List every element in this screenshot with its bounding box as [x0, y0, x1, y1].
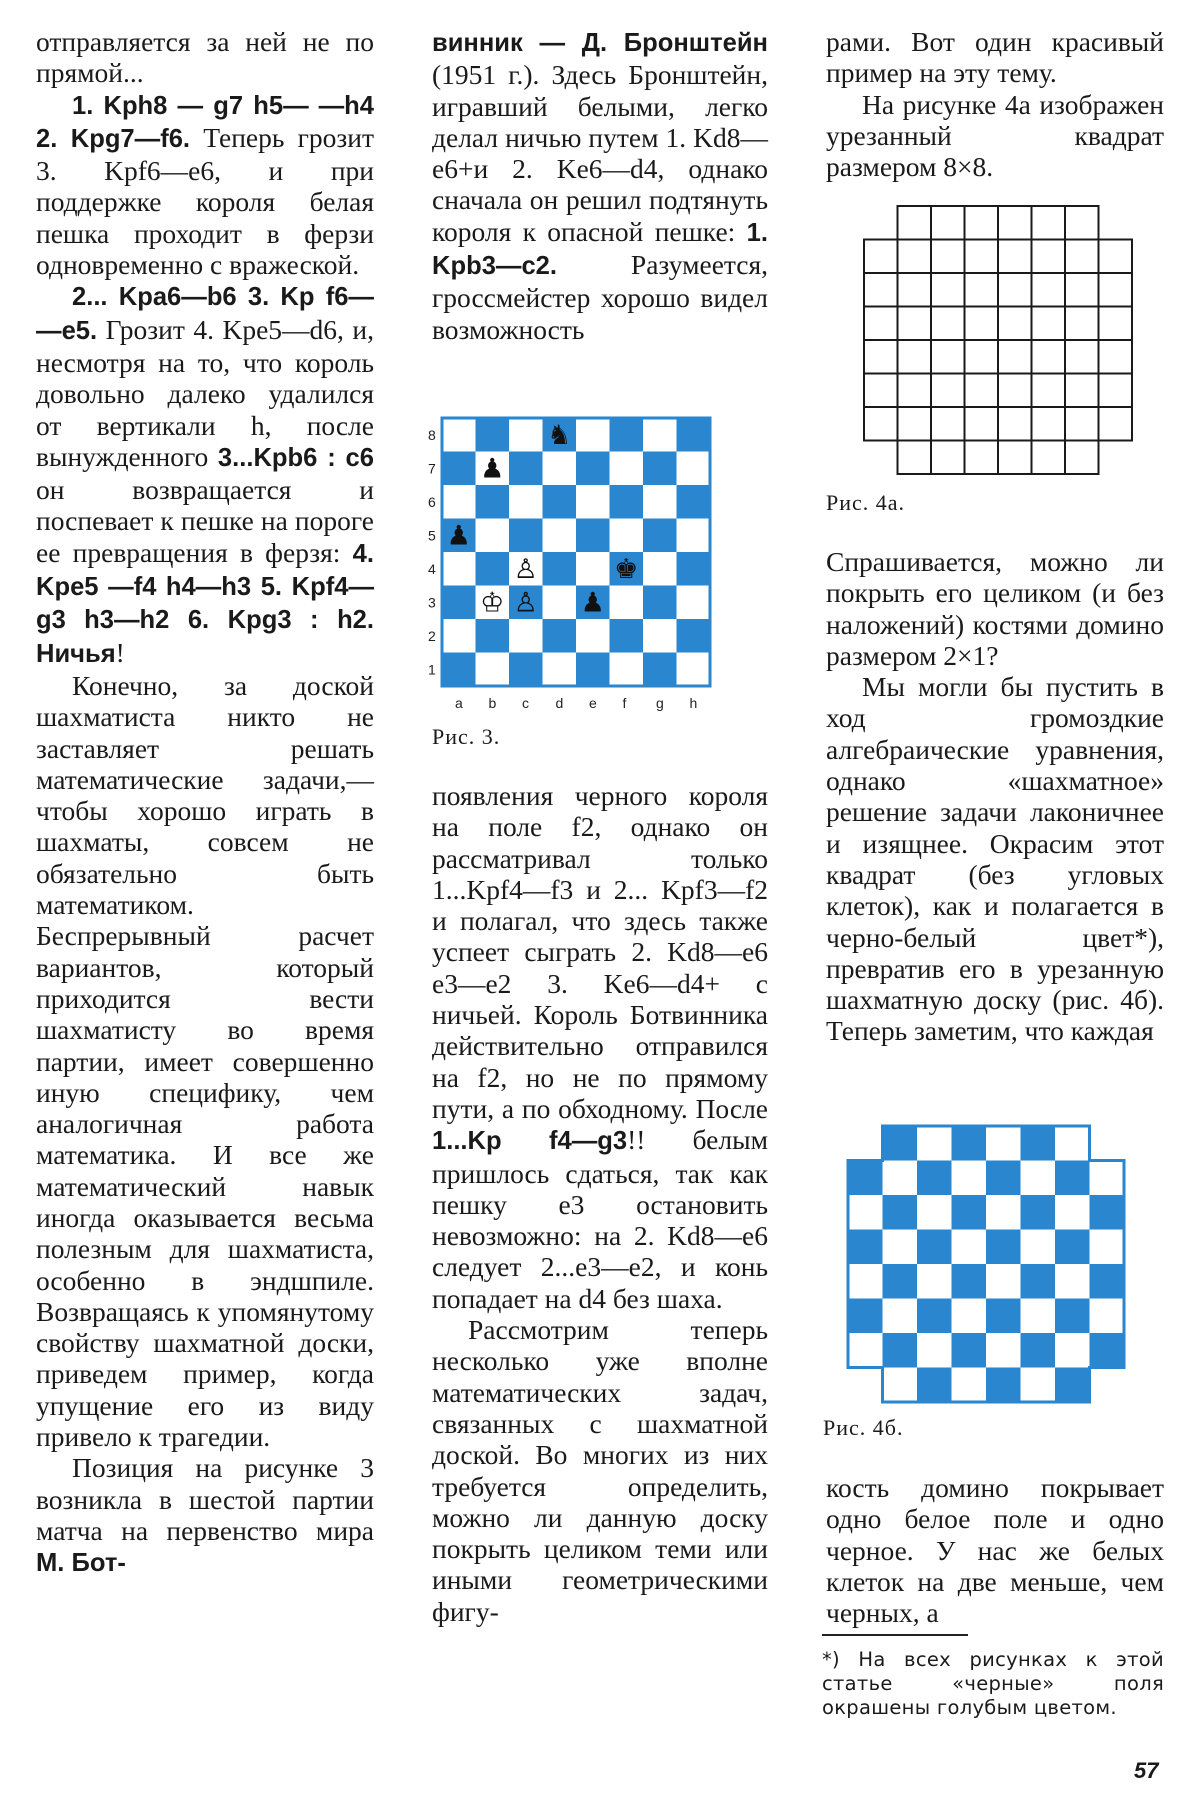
dark-square [986, 1230, 1021, 1265]
dark-square [476, 552, 510, 586]
dark-square [1021, 1264, 1056, 1299]
dark-square [883, 1264, 918, 1299]
text-run: появления черного короля на поле f2, однако он рассматривал только 1...Kpf4—f3 и 2... Kpf3—f2 и полагал, что здесь также успеет сыграть 2. Kd8—e6 e3—e2 3. Ke6—d4+ с ничьей. Король Ботвинника действительно отправился на f2, но не по прямому пути, а по обходному. После [432, 780, 768, 1124]
dark-square [986, 1299, 1021, 1334]
removed-corner [1098, 440, 1133, 475]
dark-square [476, 619, 510, 653]
dark-square [1055, 1299, 1090, 1334]
move-notation: h4—h3 5. Kpf4—g3 [36, 573, 375, 635]
text-run: Рассмотрим теперь несколько уже вполне математических задач, связанных с шахматной доской. Во многих из них требуется определить, можно ли данную доску покрыть целиком теми или иными геометрическими фигу- [432, 1314, 768, 1627]
dark-square [643, 586, 677, 620]
move-notation: 1...Kp f4—g3 [432, 1127, 628, 1156]
text-run: Позиция на рисунке 3 возникла в шестой партии матча на первенство мира [36, 1452, 374, 1546]
move-notation: 1. Kpb3—c2. [432, 218, 768, 281]
dark-square [643, 653, 677, 687]
dark-square [952, 1264, 987, 1299]
dark-square [643, 519, 677, 553]
paragraph [826, 89, 1164, 183]
dark-square [917, 1299, 952, 1334]
move-notation: 4. Kpe5 —f4 [36, 539, 374, 602]
file-label: d [555, 695, 564, 711]
dark-square [442, 586, 476, 620]
paragraph [36, 1452, 374, 1579]
text-run [309, 89, 319, 120]
dark-square [610, 619, 644, 653]
file-label: g [656, 695, 664, 711]
dark-square [917, 1161, 952, 1196]
paragraph [826, 546, 1164, 671]
rank-label: 6 [428, 494, 436, 510]
text-run: рами. Вот один красивый пример на эту тему. [826, 26, 1164, 89]
caption-fig4b: Рис. 4б. [823, 1415, 904, 1440]
dark-square [883, 1126, 918, 1161]
move-notation: —e5. [36, 316, 98, 345]
text-run [156, 570, 165, 601]
file-label: e [589, 695, 597, 711]
dark-square [610, 485, 644, 519]
black-pawn-icon: ♟ [446, 520, 471, 552]
chess-diagram-fig3 [420, 412, 740, 712]
dark-square [476, 418, 510, 452]
dark-square [952, 1333, 987, 1368]
paragraph [36, 89, 374, 281]
dark-square [883, 1333, 918, 1368]
text-run: !! белым пришлось сдаться, так как пешку e3 остановить невозможно: на 2. Kd8—e6 следует 2...e3—e2, и конь попадает на d4 без шаха. [432, 1124, 768, 1314]
paragraph [826, 671, 1164, 1047]
file-label: c [522, 695, 529, 711]
dark-square [848, 1299, 883, 1334]
dark-square [576, 452, 610, 486]
dark-square [476, 485, 510, 519]
dark-square [576, 653, 610, 687]
move-notation: М. Бот- [36, 1549, 126, 1578]
file-label: a [455, 695, 463, 711]
dark-square [677, 552, 711, 586]
caption-fig3: Рис. 3. [432, 724, 501, 749]
text-run: На рисунке 4а изображен урезанный квадрат размером 8×8. [826, 88, 1164, 183]
move-notation: 1. Kph8 — g7 h5— [72, 91, 309, 120]
rank-label: 1 [428, 661, 436, 678]
dark-square [952, 1126, 987, 1161]
paragraph [826, 1472, 1164, 1628]
dark-square [509, 653, 543, 687]
move-notation: 3...Kpb6 : c6 [217, 443, 374, 472]
column-3-top [826, 26, 1164, 182]
paragraph [36, 280, 374, 670]
dark-square [509, 519, 543, 553]
file-label: h [689, 695, 698, 711]
dark-square [1055, 1368, 1090, 1403]
text-run: Грозит 4. Kpe5—d6, и, несмотря на то, что король довольно далеко удалился от вертикали h, после вынужденного [36, 313, 374, 472]
truncated-chessboard-fig4b [846, 1124, 1128, 1406]
paragraph [432, 26, 768, 345]
dark-square [883, 1195, 918, 1230]
text-run: Разумеется, гроссмейстер хорошо видел возможность [432, 249, 768, 345]
dark-square [677, 418, 711, 452]
dark-square [986, 1161, 1021, 1196]
move-notation: h3—h2 6. Kpg3 : h2. [84, 606, 375, 635]
dark-square [917, 1368, 952, 1403]
dark-square [952, 1195, 987, 1230]
dark-square [1090, 1264, 1125, 1299]
rank-label: 2 [428, 628, 436, 644]
text-run: Конечно, за доской шахматиста никто не заставляет решать математические задачи,— чтобы хорошо играть в шахматы, совсем не обязательно быть математиком. Беспрерывный расчет вариантов, который приходится вести шахматисту во время партии, имеет совершенно иную специфику, чем аналогичная работа математика. И все же математический навык иногда оказывается весьма полезным для шахматиста, особенно в эндшпиле. Возвращаясь к упомянутому свойству шахматной доски, приведем пример, когда упущение его из виду привело к трагедии. [36, 669, 374, 1453]
black-pawn-icon: ♟ [480, 453, 505, 485]
move-notation: 2... Kpa6—b6 3. Kp f6— [72, 283, 374, 312]
dark-square [1021, 1126, 1056, 1161]
dark-square [677, 619, 711, 653]
dark-square [1055, 1161, 1090, 1196]
column-2-top [432, 26, 768, 345]
dark-square [610, 418, 644, 452]
column-2-bottom [432, 780, 768, 1627]
dark-square [848, 1230, 883, 1265]
paragraph [36, 670, 374, 1452]
dark-square [576, 519, 610, 553]
text-run: отправляется за ней не по прямой... [36, 26, 374, 89]
dark-square [543, 619, 577, 653]
text-run: Мы могли бы пустить в ход громоздкие алгебраические уравнения, однако «шахматное» решение задачи лаконичнее и изящнее. Окрасим этот квадрат (без угловых клеток), как и полагается в черно-белый цвет*), превратив его в урезанную шахматную доску (рис. 4б). Теперь заметим, что каждая [826, 671, 1164, 1047]
black-pawn-icon: ♟ [580, 587, 605, 619]
black-knight-icon: ♞ [547, 420, 572, 452]
dark-square [986, 1368, 1021, 1403]
rank-label: 7 [428, 460, 436, 477]
rank-label: 8 [428, 427, 436, 443]
move-notation: —h4 2. Kpg7—f6. [36, 91, 375, 153]
dark-square [509, 452, 543, 486]
dark-square [442, 653, 476, 687]
truncated-grid-fig4a [862, 204, 1136, 478]
dark-square [1021, 1333, 1056, 1368]
white-pawn-icon: ♙ [513, 554, 538, 586]
removed-corner [1098, 205, 1133, 240]
paragraph [826, 26, 1164, 89]
text-run: он возвращается и поспевает к пешке на пороге ее превращения в ферзя: [36, 474, 374, 568]
column-3-bottom [826, 1472, 1164, 1628]
removed-corner [863, 205, 898, 240]
footnote-divider [822, 1634, 968, 1636]
text-run: ! [115, 636, 125, 668]
page-number: 57 [1134, 1758, 1159, 1783]
text-run [66, 603, 84, 634]
move-notation: Ничья [36, 639, 116, 668]
dark-square [1090, 1333, 1125, 1368]
dark-square [848, 1161, 883, 1196]
text-run: кость домино покрывает одно белое поле и одно черное. У нас же белых клеток на две меньше, чем черных, а [826, 1472, 1164, 1629]
dark-square [643, 452, 677, 486]
removed-corner [863, 440, 898, 475]
caption-fig4a: Рис. 4а. [826, 490, 906, 515]
footnote: *) На всех рисунках к этой статье «черные» поля окрашены голубым цветом. [822, 1648, 1164, 1719]
move-notation: винник — Д. Бронштейн [432, 29, 768, 57]
column-1 [36, 26, 374, 1580]
dark-square [543, 485, 577, 519]
column-3-middle [826, 546, 1164, 1047]
dark-square [677, 485, 711, 519]
black-king-icon: ♚ [614, 554, 639, 586]
file-label: f [622, 695, 627, 711]
white-pawn-icon: ♙ [513, 587, 538, 619]
dark-square [917, 1230, 952, 1265]
paragraph [432, 1314, 768, 1627]
dark-square [543, 552, 577, 586]
text-run: Спрашивается, можно ли покрыть его целиком (и без наложений) костями домино размером 2×1? [826, 546, 1164, 671]
rank-label: 5 [428, 527, 436, 544]
file-label: b [488, 695, 497, 711]
dark-square [442, 452, 476, 486]
rank-label: 4 [428, 561, 436, 577]
paragraph [36, 26, 374, 89]
text-run: (1951 г.). Здесь Бронштейн, игравший белыми, легко делал ничью путем 1. Kd8—e6+и 2. Ke6—d4, однако сначала он решил подтянуть короля к опасной пешке: [432, 59, 768, 247]
dark-square [1021, 1195, 1056, 1230]
white-king-icon: ♔ [480, 587, 505, 619]
dark-square [1055, 1230, 1090, 1265]
rank-label: 3 [428, 594, 436, 611]
paragraph [432, 780, 768, 1314]
text-run: Теперь грозит 3. Kpf6—e6, и при поддержке короля белая пешка проходит в ферзи одновременно с вражеской. [36, 121, 374, 281]
dark-square [1090, 1195, 1125, 1230]
